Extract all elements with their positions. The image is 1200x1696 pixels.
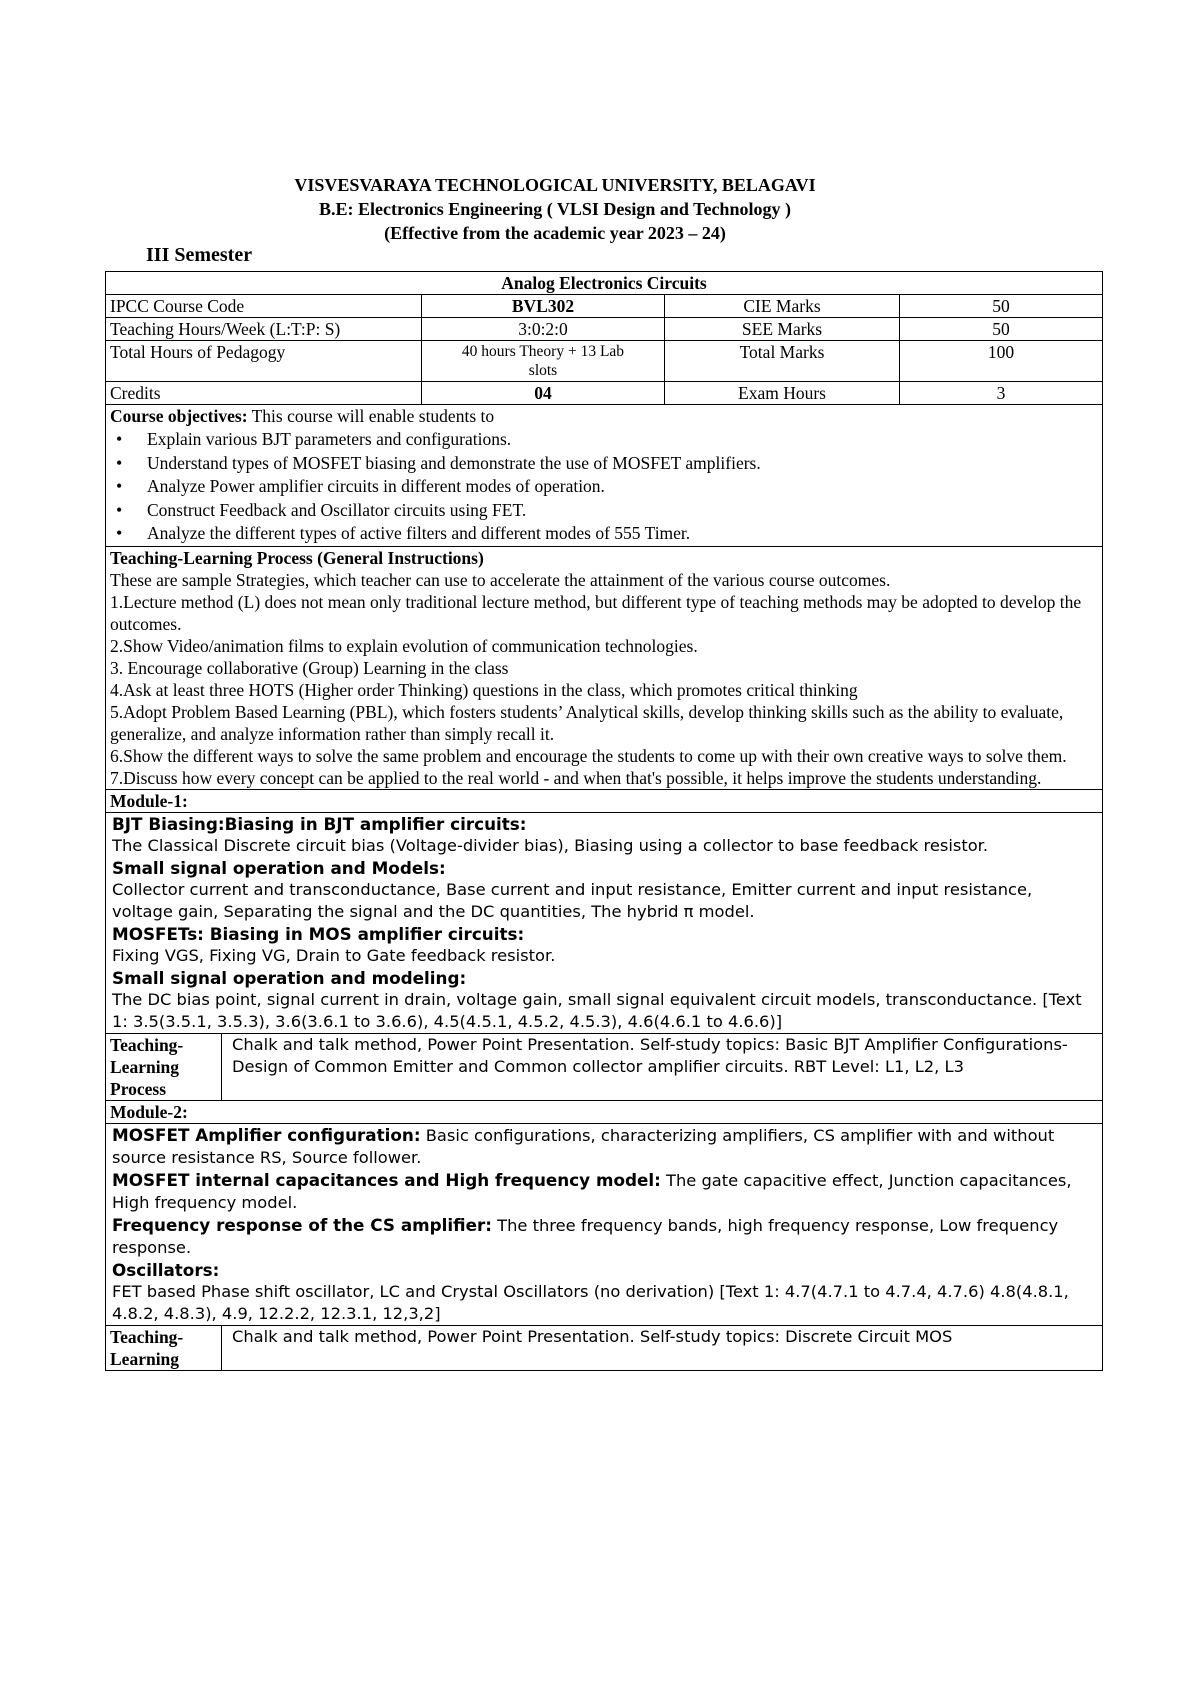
topic-text: The three frequency bands, high frequency response, Low frequency response. — [112, 1215, 1059, 1257]
course-objectives — [106, 405, 1103, 547]
course-info-row — [106, 341, 1103, 382]
course-title: Analog Electronics Circuits — [106, 272, 1103, 295]
info-value: 40 hours Theory + 13 Lab slots — [422, 341, 665, 382]
topic-heading: BJT Biasing:Biasing in BJT amplifier circuits: — [112, 813, 527, 834]
course-info-row — [106, 318, 1103, 341]
list-item: • Understand types of MOSFET biasing and demonstrate the use of MOSFET amplifiers. — [110, 452, 1098, 476]
topic-text: Collector current and transconductance, Base current and input resistance, Emitter current and input resistance, voltage gain, Separating the signal and the DC quantities, The hybrid π model. — [112, 879, 1033, 921]
topic-heading: Small signal operation and Models: — [112, 857, 446, 878]
info-label: Credits — [106, 382, 422, 405]
topic-heading: Small signal operation and modeling: — [112, 967, 467, 988]
course-info-row — [106, 295, 1103, 318]
info-label: Teaching Hours/Week (L:T:P: S) — [106, 318, 422, 341]
topic-heading: Frequency response of the CS amplifier: — [112, 1214, 492, 1235]
objectives-row — [106, 405, 1103, 547]
topic-text: Basic configurations, characterizing amplifiers, CS amplifier with and without source resistance RS, Source follower. — [112, 1125, 1055, 1167]
course-title-row — [106, 272, 1103, 295]
course-info-row — [106, 382, 1103, 405]
info-label: SEE Marks — [665, 318, 900, 341]
module-content-row — [106, 812, 1103, 1033]
info-label: Total Marks — [665, 341, 900, 382]
teaching-learning-general — [106, 546, 1103, 789]
module-title-row — [106, 1100, 1103, 1123]
tlp-line: 7.Discuss how every concept can be applied to the real world - and when that's possible, it helps improve the students understanding. — [110, 767, 1042, 788]
module-content-row — [106, 1123, 1103, 1325]
effective-year: (Effective from the academic year 2023 – 24) — [384, 223, 726, 243]
topic-text: The Classical Discrete circuit bias (Voltage-divider bias), Biasing using a collector to base feedback resistor. — [112, 835, 989, 855]
list-item: • Construct Feedback and Oscillator circuits using FET. — [110, 499, 1098, 523]
info-value: 50 — [900, 318, 1103, 341]
tlp-text: Chalk and talk method, Power Point Presentation. Self-study topics: Basic BJT Amplifier Configurations- Design of Common Emitter and Common collector amplifier circuits. RBT Level: L1, L2, L3 — [222, 1033, 1103, 1100]
tlp-line: These are sample Strategies, which teacher can use to accelerate the attainment of the various course outcomes. — [110, 569, 891, 590]
document-header — [0, 173, 1110, 245]
tlp-general-row — [106, 546, 1103, 789]
topic-text: The DC bias point, signal current in drain, voltage gain, small signal equivalent circuit models, transconductance. — [112, 989, 1038, 1009]
list-item: • Explain various BJT parameters and configurations. — [110, 428, 1098, 452]
topic-heading: MOSFET Amplifier configuration: — [112, 1124, 421, 1145]
program-name: B.E: Electronics Engineering ( VLSI Design and Technology ) — [319, 199, 791, 219]
info-value: 04 — [422, 382, 665, 405]
objectives-intro: This course will enable students to — [247, 406, 495, 426]
topic-heading: Oscillators: — [112, 1259, 220, 1280]
tlp-line: 3. Encourage collaborative (Group) Learning in the class — [110, 657, 509, 678]
topic-text: Fixing VGS, Fixing VG, Drain to Gate feedback resistor. — [112, 945, 556, 965]
tlp-line: 2.Show Video/animation films to explain evolution of communication technologies. — [110, 635, 698, 656]
info-value: BVL302 — [422, 295, 665, 318]
module-title-row — [106, 789, 1103, 812]
text-reference: [Text 1: 4.7(4.7.1 to 4.7.4, 4.7.6) 4.8(4.8.1, 4.8.2, 4.8.3), 4.9, 12.2.2, 12.3.1, 12,3,2] — [112, 1281, 1069, 1323]
module-2-content — [106, 1123, 1103, 1325]
module-tlp-row — [106, 1033, 1103, 1100]
topic-heading: MOSFET internal capacitances and High frequency model: — [112, 1169, 661, 1190]
info-label: Exam Hours — [665, 382, 900, 405]
tlp-general-heading: Teaching-Learning Process (General Instructions) — [110, 547, 484, 568]
objectives-heading: Course objectives: — [110, 406, 248, 426]
list-item: • Analyze the different types of active filters and different modes of 555 Timer. — [110, 522, 1098, 546]
objectives-list — [110, 428, 1098, 546]
list-item: • Analyze Power amplifier circuits in different modes of operation. — [110, 475, 1098, 499]
module-tlp-row — [106, 1325, 1103, 1370]
tlp-text: Chalk and talk method, Power Point Presentation. Self-study topics: Discrete Circuit MOS — [222, 1325, 1103, 1370]
tlp-line: 5.Adopt Problem Based Learning (PBL), which fosters students’ Analytical skills, develop thinking skills such as the ability to evaluate, generalize, and analyze information rather than simply recall it. — [110, 701, 1064, 744]
topic-text: The gate capacitive effect, Junction capacitances, High frequency model. — [112, 1170, 1072, 1212]
module-2-title: Module-2: — [106, 1100, 1103, 1123]
text-reference: [Text 1: 3.5(3.5.1, 3.5.3), 3.6(3.6.1 to 3.6.6), 4.5(4.5.1, 4.5.2, 4.5.3), 4.6(4.6.1 to 4.6.6)] — [112, 989, 1082, 1031]
info-label: CIE Marks — [665, 295, 900, 318]
info-value: 3:0:2:0 — [422, 318, 665, 341]
topic-text: FET based Phase shift oscillator, LC and Crystal Oscillators (no derivation) — [112, 1281, 715, 1301]
info-value: 100 — [900, 341, 1103, 382]
info-label: IPCC Course Code — [106, 295, 422, 318]
tlp-line: 1.Lecture method (L) does not mean only traditional lecture method, but different type of teaching methods may be adopted to develop the outcomes. — [110, 591, 1082, 634]
tlp-line: 4.Ask at least three HOTS (Higher order Thinking) questions in the class, which promotes critical thinking — [110, 679, 858, 700]
course-table — [105, 271, 1103, 1371]
info-value: 50 — [900, 295, 1103, 318]
tlp-line: 6.Show the different ways to solve the same problem and encourage the students to come up with their own creative ways to solve them. — [110, 745, 1067, 766]
tlp-label: Teaching-Learning Process — [106, 1033, 222, 1100]
semester-label: III Semester — [146, 244, 253, 266]
university-name: VISVESVARAYA TECHNOLOGICAL UNIVERSITY, BELAGAVI — [294, 175, 816, 195]
module-1-title: Module-1: — [106, 789, 1103, 812]
module-1-content — [106, 812, 1103, 1033]
info-value: 3 — [900, 382, 1103, 405]
tlp-label: Teaching-Learning — [106, 1325, 222, 1370]
info-label: Total Hours of Pedagogy — [106, 341, 422, 382]
topic-heading: MOSFETs: Biasing in MOS amplifier circuits: — [112, 923, 525, 944]
